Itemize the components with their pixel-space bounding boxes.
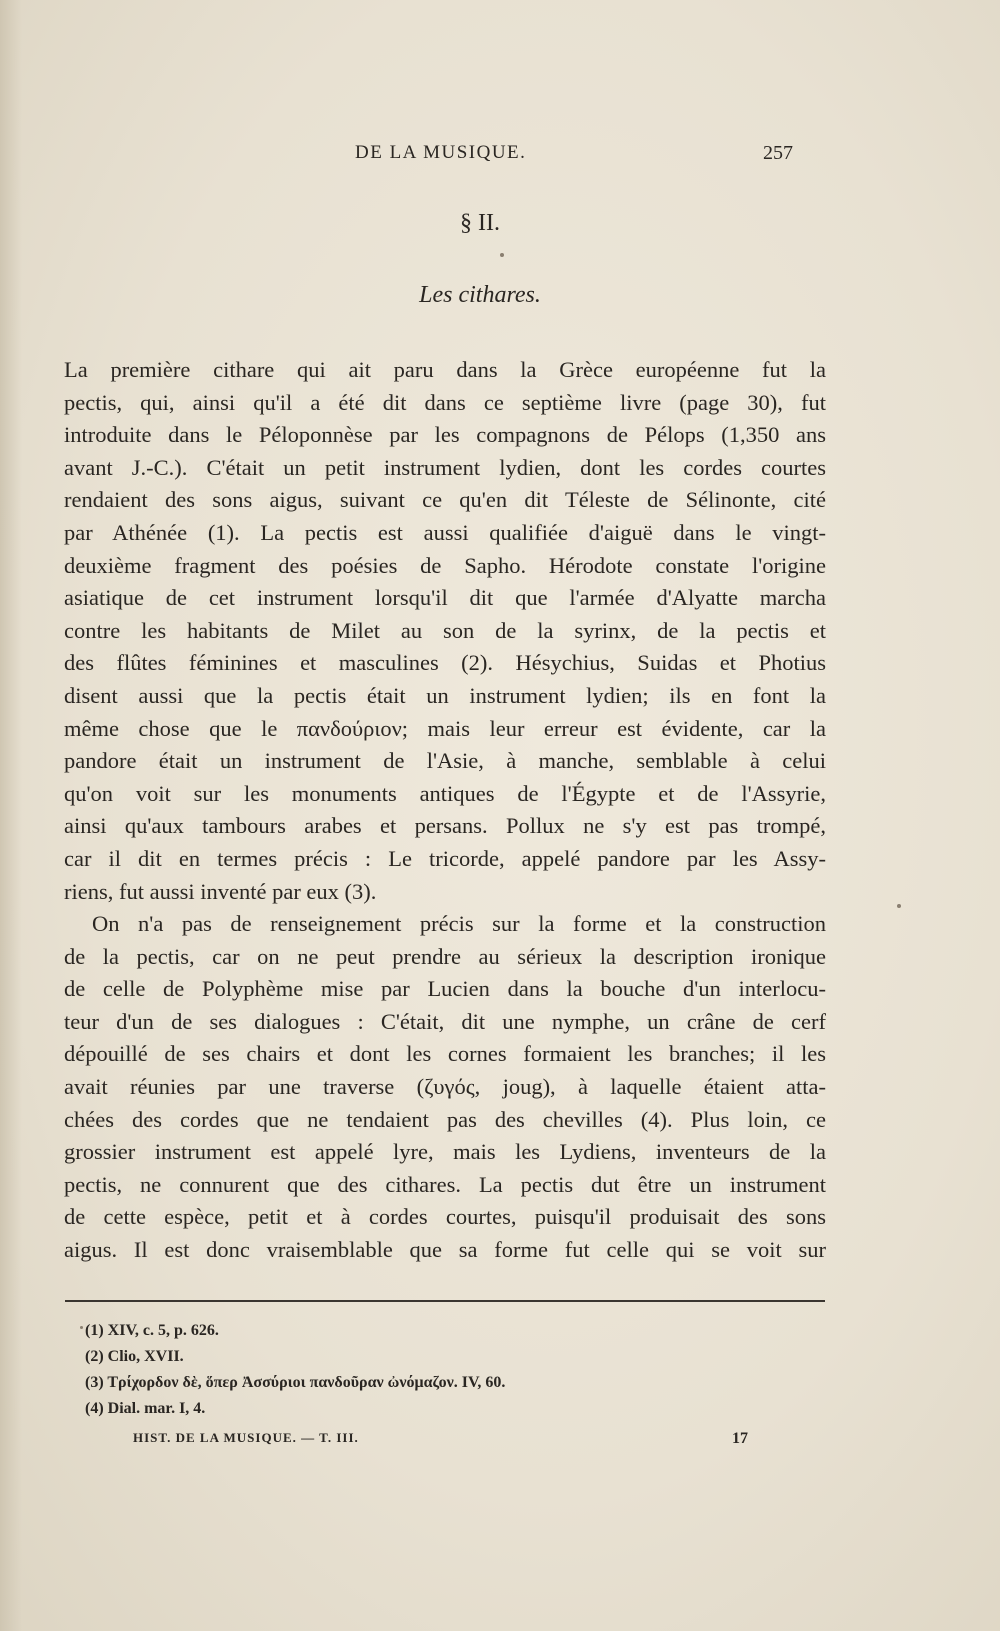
text-line: teur d'un de ses dialogues : C'était, dit une nymphe, un crâne de cerf	[64, 1008, 826, 1034]
text-line: deuxième fragment des poésies de Sapho. Hérodote constate l'origine	[64, 552, 826, 578]
footnote: (3) Τρίχορδον δὲ, ὅπερ Ἀσσύριοι πανδοῦραν ὠνόμαζον. IV, 60.	[85, 1374, 506, 1391]
page-number: 257	[763, 142, 793, 164]
text-line: On n'a pas de renseignement précis sur la forme et la construction	[92, 911, 826, 937]
text-line: de cette espèce, petit et à cordes courtes, puisqu'il produisait des sons	[64, 1204, 826, 1230]
signature-text: HIST. DE LA MUSIQUE. — T. III.	[133, 1430, 359, 1445]
text-line: aigus. Il est donc vraisemblable que sa forme fut celle qui se voit sur	[64, 1237, 826, 1263]
paper-speck	[80, 1326, 83, 1329]
footnote: (4) Dial. mar. I, 4.	[85, 1400, 206, 1417]
text-line: ainsi qu'aux tambours arabes et persans. Pollux ne s'y est pas trompé,	[64, 813, 826, 839]
signature-number: 17	[732, 1430, 748, 1447]
section-title: Les cithares.	[419, 282, 541, 308]
text-line: des flûtes féminines et masculines (2). Hésychius, Suidas et Photius	[64, 650, 826, 676]
footnote: (1) XIV, c. 5, p. 626.	[85, 1322, 219, 1339]
text-line: de la pectis, car on ne peut prendre au sérieux la description ironique	[64, 943, 826, 969]
body-text	[64, 354, 826, 1267]
section-mark: § II.	[460, 210, 500, 236]
running-title: DE LA MUSIQUE.	[355, 142, 527, 163]
spine-shadow	[0, 0, 22, 1631]
text-line: La première cithare qui ait paru dans la Grèce européenne fut la	[64, 357, 826, 382]
footnotes	[85, 1318, 785, 1422]
footnote-rule	[65, 1300, 825, 1302]
text-line: car il dit en termes précis : Le tricorde, appelé pandore par les Assy-	[64, 845, 826, 871]
text-line: introduite dans le Péloponnèse par les compagnons de Pélops (1,350 ans	[64, 422, 826, 448]
text-line: dépouillé de ses chairs et dont les cornes formaient les branches; il les	[64, 1041, 826, 1067]
text-line: pectis, qui, ainsi qu'il a été dit dans ce septième livre (page 30), fut	[64, 389, 826, 415]
text-line: pandore était un instrument de l'Asie, à manche, semblable à celui	[64, 748, 826, 774]
text-line: riens, fut aussi inventé par eux (3).	[64, 878, 377, 904]
text-line: même chose que le πανδούριον; mais leur erreur est évidente, car la	[64, 715, 826, 741]
text-line: grossier instrument est appelé lyre, mais les Lydiens, inventeurs de la	[64, 1139, 826, 1165]
text-line: chées des cordes que ne tendaient pas des chevilles (4). Plus loin, ce	[64, 1106, 826, 1132]
paper-speck	[500, 253, 504, 257]
text-line: contre les habitants de Milet au son de la syrinx, de la pectis et	[64, 617, 826, 643]
text-line: de celle de Polyphème mise par Lucien dans la bouche d'un interlocu-	[64, 976, 826, 1002]
text-line: avant J.-C.). C'était un petit instrument lydien, dont les cordes courtes	[64, 454, 826, 480]
text-line: rendaient des sons aigus, suivant ce qu'en dit Téleste de Sélinonte, cité	[64, 487, 826, 513]
running-head	[0, 142, 1000, 168]
footnote: (2) Clio, XVII.	[85, 1348, 184, 1365]
text-line: asiatique de cet instrument lorsqu'il dit que l'armée d'Alyatte marcha	[64, 585, 826, 611]
paper-speck	[897, 904, 901, 908]
printer-signature	[0, 1430, 1000, 1452]
text-line: par Athénée (1). La pectis est aussi qualifiée d'aiguë dans le vingt-	[64, 519, 826, 545]
text-line: qu'on voit sur les monuments antiques de l'Égypte et de l'Assyrie,	[64, 780, 826, 806]
text-line: avait réunies par une traverse (ζυγός, joug), à laquelle étaient atta-	[64, 1074, 826, 1100]
text-line: disent aussi que la pectis était un instrument lydien; ils en font la	[64, 682, 826, 708]
text-line: pectis, ne connurent que des cithares. La pectis dut être un instrument	[64, 1171, 826, 1197]
